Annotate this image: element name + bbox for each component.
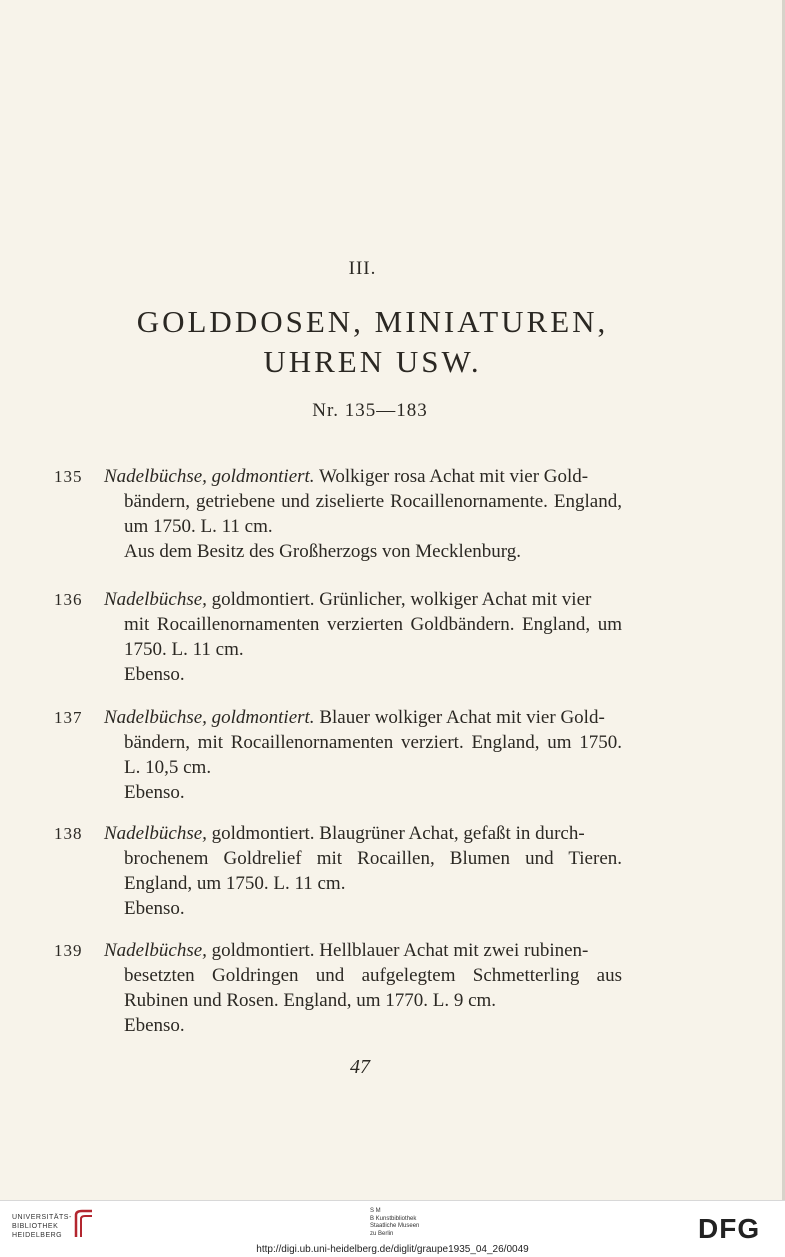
section-number: III. [348, 258, 377, 279]
catalogue-range: Nr. 135—183 [312, 400, 428, 421]
entry-provenance: Aus dem Besitz des Großherzogs von Mecklenburg. [124, 541, 521, 562]
section-title [0, 302, 745, 382]
dfg-logo[interactable]: DFG [698, 1213, 761, 1244]
entry-text: bändern, getriebene und ziselierte Rocaillenornamente. England, um 1750. L. 11 cm. [124, 491, 622, 537]
museum-line2: B Kunstbibliothek [370, 1215, 417, 1222]
catalogue-entry [54, 705, 622, 805]
source-url-link[interactable]: http://digi.ub.uni-heidelberg.de/diglit/graupe1935_04_26/0049 [256, 1244, 529, 1255]
catalogue-entry [54, 464, 622, 564]
museum-line1: S M [370, 1208, 381, 1214]
entry-text-first: goldmontiert. Grünlicher, wolkiger Achat mit vier [206, 589, 592, 610]
entry-text-first: goldmontiert. Hellblauer Achat mit zwei rubinen- [206, 940, 589, 961]
entry-text-first: goldmontiert. Blaugrüner Achat, gefaßt in durch- [206, 823, 585, 844]
entry-text-first: Wolkiger rosa Achat mit vier Gold- [314, 466, 589, 487]
entry-provenance: Ebenso. [124, 898, 185, 919]
entry-text: mit Rocaillenornamenten verzierten Goldbändern. England, um 1750. L. 11 cm. [124, 614, 622, 660]
entry-number: 137 [54, 708, 83, 727]
catalogue-entry [54, 587, 622, 687]
entry-number: 135 [54, 467, 83, 486]
entry-heading: Nadelbüchse, goldmontiert. [104, 707, 315, 728]
museum-line4: zu Berlin [370, 1230, 394, 1237]
university-line2: BIBLIOTHEK [12, 1223, 59, 1230]
entry-heading: Nadelbüchse, [104, 589, 207, 610]
university-line1: UNIVERSITÄTS- [12, 1214, 72, 1221]
entry-heading: Nadelbüchse, [104, 940, 207, 961]
entry-heading: Nadelbüchse, [104, 823, 207, 844]
entry-text-first: Blauer wolkiger Achat mit vier Gold- [314, 707, 605, 728]
section-title-line1: GOLDDOSEN, MINIATUREN, [136, 304, 609, 339]
catalogue-entry [54, 821, 622, 921]
university-logo-icon[interactable] [72, 1209, 94, 1239]
university-line3: HEIDELBERG [12, 1232, 63, 1239]
museum-line3: Staatliche Museen [370, 1223, 420, 1229]
entry-text: besetzten Goldringen und aufgelegtem Schmetterling aus Rubinen und Rosen. England, um 1770. L. 9 cm. [124, 965, 622, 1011]
catalogue-entry [54, 938, 622, 1038]
museum-label[interactable] [370, 1208, 419, 1238]
page-number: 47 [350, 1056, 370, 1078]
section-title-line2: UHREN USW. [263, 344, 482, 379]
entry-provenance: Ebenso. [124, 782, 185, 803]
entry-number: 138 [54, 824, 83, 843]
entry-provenance: Ebenso. [124, 1015, 185, 1036]
entry-provenance: Ebenso. [124, 664, 185, 685]
entry-number: 139 [54, 941, 83, 960]
footer-bar [0, 1200, 785, 1257]
university-library-label[interactable] [12, 1213, 72, 1240]
entry-text: brochenem Goldrelief mit Rocaillen, Blumen und Tieren. England, um 1750. L. 11 cm. [124, 848, 622, 894]
entry-heading: Nadelbüchse, goldmontiert. [104, 466, 315, 487]
entry-text: bändern, mit Rocaillenornamenten verziert. England, um 1750. L. 10,5 cm. [124, 732, 622, 778]
entry-number: 136 [54, 590, 83, 609]
